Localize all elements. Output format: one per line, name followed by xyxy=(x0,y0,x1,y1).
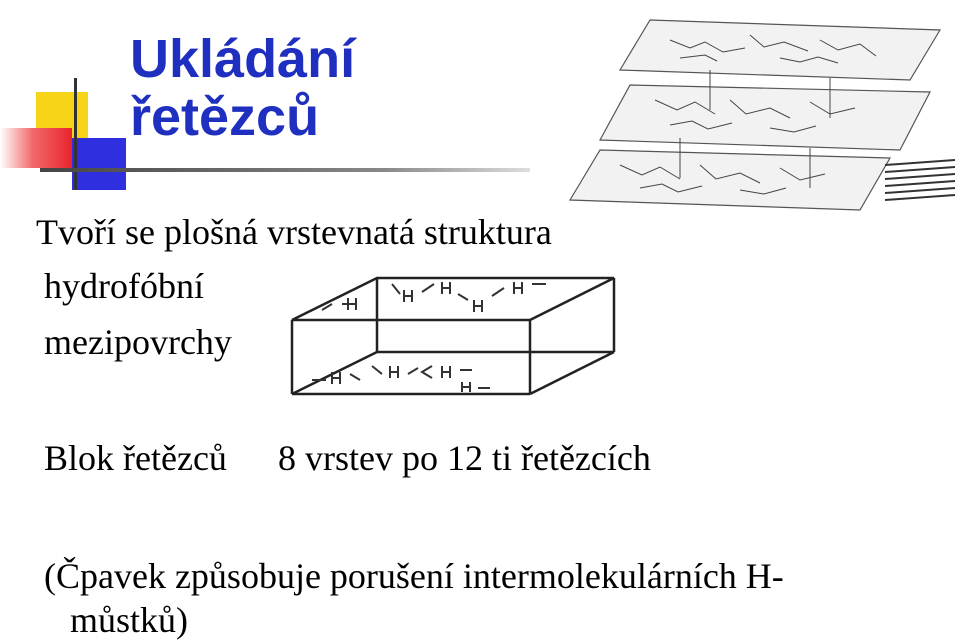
chain-block-diagram xyxy=(282,270,622,410)
decor-blue-square xyxy=(72,138,126,190)
layered-sheets-illustration xyxy=(560,0,960,220)
text-ammonia-note-line1: (Čpavek způsobuje porušení intermolekulárních H- xyxy=(44,556,784,596)
decor-vertical-line xyxy=(74,78,77,190)
text-ammonia-note-line2: můstků) xyxy=(70,600,189,640)
text-layer-count: 8 vrstev po 12 ti řetězcích xyxy=(278,438,651,478)
slide-title-line1: Ukládání xyxy=(130,29,356,89)
slide-title xyxy=(130,30,355,146)
slide-title-line2: řetězců xyxy=(130,87,320,147)
decor-red-bar xyxy=(0,128,72,168)
title-underline xyxy=(40,168,530,172)
text-hydrophobic: hydrofóbní xyxy=(44,266,204,306)
text-interfaces: mezipovrchy xyxy=(44,322,232,362)
text-layered-structure: Tvoří se plošná vrstevnatá struktura xyxy=(36,212,552,252)
text-chain-block: Blok řetězců xyxy=(44,438,227,478)
